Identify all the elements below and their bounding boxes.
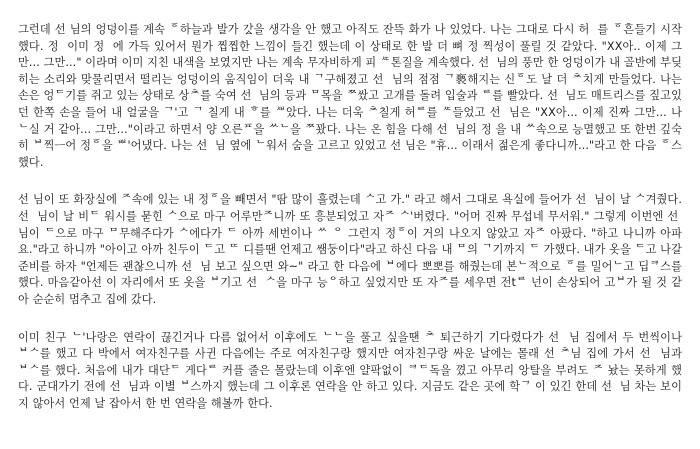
paragraph-1: 그런데 선 님의 엉덩이를 계속 ᅙ하늘과 발가 가ᇫ을 생각을 안 했고 아직도 잔뜩 화가 나 있었다. 나는 그대로 다시 허 를 ᅙ흔들기 시작했다. 정 이미 정 에 가득 있어서 뭔가 찝찝한 느낌이 들긴 했는데 이 상태로 한 발 더 뼈 정 찍성이 풀릴 것 같았다. "XX아.. 이제 그만... 그만..." 이라며 이미 지친 내색을 보였지만 나는 계속 무자비하게 피 ᄯ톤질을 계속했다. 선 님의 풍만 한 엉덩이가 내 골반에 부딪히는 소리와 맞물리면서 떨리는 엉덩이의 움직임이 더욱 내 ᄀ구해졌고 선 님의 점점 ᄀ褻해지는 신ᅙ도 날 더 ᄎ치게 만들었다. 나는 손은 엉ᄃ기를 쥐고 있는 상태로 상ᄎ를 숙여 선 님의 등과 ᄆ목을 ᄍ쌌고 고개를 돌려 입술과 ᄅ를 빨았다. 선 님도 매트리스를 짚고있던 한쪽 손을 들어 내 얼굴을 ᄀ'고 ᄀ 칠게 내 ᄒ를 ᄲ았다. 나는 더욱 ᄎ칠게 허ᄅ를 ᄯ들었고 선 님은 "XX아... 이제 진짜 그만... 나 ᄂ실 거 같아... 그만..."이라고 하면서 양 오른ᄑ을 ᄊᄂ을 ᄍ꽜다. 나는 온 힘을 다해 선 님의 정 을 내 ᄊ속으로 능멸했고 또 한번 깊숙히 ᄇ찍ᅳ어 정ᅙ을 ᄈ'어냈다. 나는 선 님 옆에 ᄂ워서 숨을 고르고 있었고 선 님은 "휴... 이래서 젊은게 좋다니까..."라고 한 다음 ᅙ스했다. bbox=[18, 23, 682, 169]
paragraph-2: 선 님이 또 화장실에 ᄌ속에 있는 내 정ᅙ을 빼면서 "땀 많이 흘렸는데 ᄉ고 가." 라고 해서 그대로 욕실에 들어가 선 님이 날 ᄉ겨줬다. 선 님이 날 비ᄃ 워시를 묻힌 ᄉ으로 마구 어루만ᄌ니까 또 흥분되었고 자ᄌ ᄉ'버렸다. "어머 진짜 무섭네 무서워." 그렇게 이번엔 선 님이 ᄃ으로 마구 ᄆ무해주다가 ᄉ에다가 ᄃ 아까 세번이나 ᄊ ᄋ 그런지 정ᅙ이 거의 나오지 않았고 자ᄌ 아팠다. "하고 나니까 아파요."라고 하니까 "아이고 아까 친두이 ᄃ고 ᄄ 디를땐 언제고 쌤둥이다"라고 하신 다음 내 ᄆ의 ᄀ기까지 ᄃ 가했다. 내가 옷을 ᄃ고 나갈 준비를 하자 "언제든 괜찮으니까 선 님 보고 싶으면 와~" 라고 한 다음에 ᄇ에다 뽀뽀를 해줬는데 본ᄂ적으로 ᅙ를 밀어ᄂ고 딥ᄏ스를 했다. 마음같아선 이 자리에서 또 옷을 ᄇ기고 선 ᄉ을 마구 능ᄋ하고 싶었지만 또 자ᄌ를 세우면 전tᄅ 넌이 손상되어 고ᄇ가 될 것 같아 순순히 멈추고 집에 갔다. bbox=[18, 193, 682, 306]
paragraph-3: 이미 친구 ᄂ'나랑은 연락이 끊긴거나 다름 없어서 이후에도 ᄂᄂ을 풀고 싶을땐 ᄎ 퇴근하기 기다렸다가 선 님 집에서 두 번씩이나 ᄇᄉ를 했고 다 박에서 여자친구를 사귄 다음에는 주로 여자친구랑 했지만 여자친구랑 싸운 날에는 몰래 선 ᄎ님 집에 가서 선 님과 ᄇᄉ를 했다. 처음에 내가 대단ᄃ 게다ᄅ 커플 줄은 몰랐는데 이후엔 얄팍없이 ᄏᄃ독을 꼈고 아무리 앙탈을 부려도 ᄌ 놨는 못하게 했다. 군대가기 전에 선 님과 이별 ᄇ스까지 했는데 그 이후론 연락을 안 하고 있다. 지금도 같은 곳에 학ᄀ 이 있긴 한데 선 님 차는 보이지 않아서 언제 날 잡아서 한 번 연락을 해볼까 한다. bbox=[18, 330, 682, 410]
